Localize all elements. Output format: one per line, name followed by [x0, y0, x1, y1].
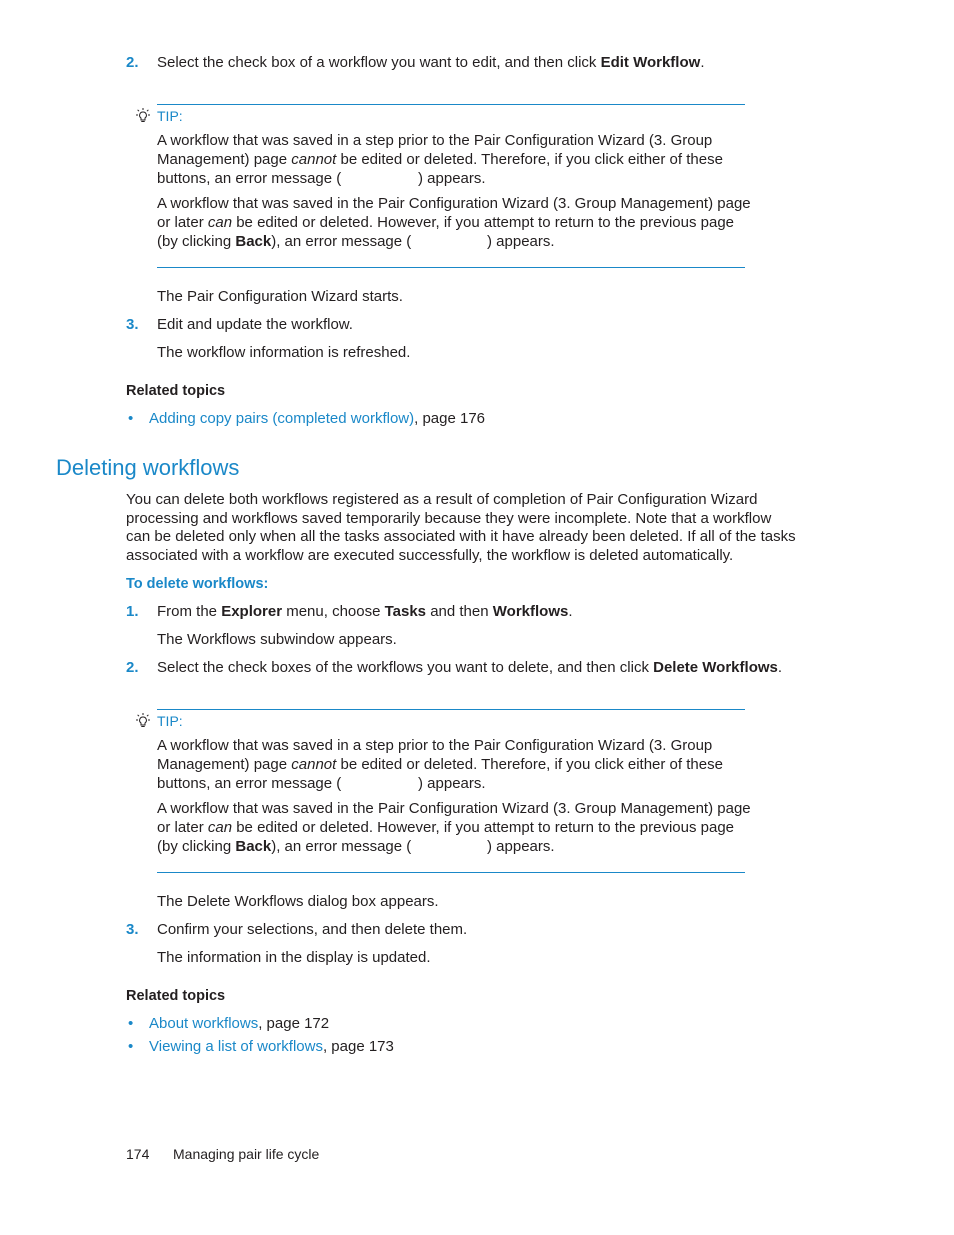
- related-topic-page: , page 176: [414, 410, 486, 427]
- step-number: 3.: [126, 316, 139, 333]
- step-text-part: .: [777, 659, 783, 676]
- step-number: 1.: [126, 603, 139, 620]
- chapter-title: Managing pair life cycle: [173, 1146, 320, 1162]
- tip-text: Management) page: [157, 151, 292, 168]
- tip-line: [418, 775, 486, 792]
- bullet: •: [128, 1015, 134, 1032]
- tip-text-italic: can: [207, 214, 233, 231]
- step-result: The Delete Workflows dialog box appears.: [157, 893, 439, 910]
- step-text-part: Select the check box of a workflow you want to edit, and then click: [157, 54, 601, 71]
- tip-label: TIP:: [157, 108, 183, 124]
- tip-line: [487, 233, 555, 250]
- section-paragraph-line: associated with a workflow are executed successfully, the workflow is deleted automatically.: [126, 547, 734, 564]
- tip-text-italic: cannot: [291, 756, 337, 773]
- related-topic-item: [149, 1038, 394, 1055]
- tip-text: ), an error message (: [271, 233, 412, 250]
- step-result: The Pair Configuration Wizard starts.: [157, 288, 403, 305]
- tip-text: be edited or deleted. However, if you attempt to return to the previous page: [232, 819, 735, 836]
- tip-line: A workflow that was saved in a step prior to the Pair Configuration Wizard (3. Group: [157, 737, 713, 754]
- tip-line: [157, 775, 341, 792]
- related-topic-link[interactable]: Adding copy pairs (completed workflow): [149, 410, 415, 427]
- related-topic-page: , page 173: [322, 1038, 394, 1055]
- related-topics-heading: Related topics: [126, 988, 226, 1004]
- tip-line: [157, 838, 411, 855]
- tip-label: TIP:: [157, 713, 183, 729]
- tip-line: [157, 214, 734, 231]
- tip-text: ), an error message (: [271, 838, 412, 855]
- tip-text: ) appears.: [487, 233, 555, 250]
- tip-text: ) appears.: [418, 775, 486, 792]
- step-text-bold: Workflows: [492, 603, 569, 620]
- tip-text: (by clicking: [157, 233, 236, 250]
- step-text-part: menu, choose: [282, 603, 385, 620]
- step-item: [126, 54, 139, 71]
- section-paragraph-line: can be deleted only when all the tasks associated with it have already been deleted. If all of the tasks: [126, 528, 796, 545]
- step-text-bold: Tasks: [384, 603, 427, 620]
- step-text-bold: Explorer: [221, 603, 283, 620]
- tip-text: (by clicking: [157, 838, 236, 855]
- step-number: 2.: [126, 659, 139, 676]
- tip-top-rule: [157, 104, 745, 105]
- tip-text: be edited or deleted. However, if you attempt to return to the previous page: [232, 214, 735, 231]
- tip-bottom-rule: [157, 872, 745, 873]
- bullet: •: [128, 410, 134, 427]
- step-number: 2.: [126, 54, 139, 71]
- step-text-part: From the: [157, 603, 222, 620]
- lightbulb-icon: [134, 712, 152, 730]
- step-text: Edit and update the workflow.: [157, 316, 353, 333]
- tip-text: ) appears.: [487, 838, 555, 855]
- step-text: [157, 603, 573, 620]
- procedure-title: To delete workflows:: [126, 576, 269, 592]
- tip-text-italic: cannot: [291, 151, 337, 168]
- tip-text-bold: Back: [235, 233, 272, 250]
- tip-top-rule: [157, 709, 745, 710]
- tip-line: A workflow that was saved in the Pair Configuration Wizard (3. Group Management) page: [157, 800, 751, 817]
- tip-line: [157, 233, 411, 250]
- bullet: •: [128, 1038, 134, 1055]
- step-text-part: Select the check boxes of the workflows you want to delete, and then click: [157, 659, 654, 676]
- lightbulb-icon: [134, 107, 152, 125]
- section-title: Deleting workflows: [56, 455, 240, 480]
- step-text: Confirm your selections, and then delete them.: [157, 921, 468, 938]
- page-number: 174: [126, 1146, 150, 1162]
- step-text-part: .: [700, 54, 705, 71]
- related-topic-page: , page 172: [258, 1015, 330, 1032]
- tip-text: or later: [157, 214, 208, 231]
- tip-line: [418, 170, 486, 187]
- tip-text-italic: can: [207, 819, 233, 836]
- section-paragraph-line: You can delete both workflows registered as a result of completion of Pair Configuration Wizard: [126, 491, 758, 508]
- tip-line: A workflow that was saved in the Pair Configuration Wizard (3. Group Management) page: [157, 195, 751, 212]
- tip-text: ) appears.: [418, 170, 486, 187]
- tip-line: [157, 170, 341, 187]
- tip-line: [157, 756, 723, 773]
- related-topic-item: [149, 410, 485, 427]
- related-topic-link[interactable]: Viewing a list of workflows: [149, 1038, 323, 1055]
- step-result: The workflow information is refreshed.: [157, 344, 411, 361]
- tip-text: or later: [157, 819, 208, 836]
- related-topic-item: [149, 1015, 329, 1032]
- step-text-bold: Delete Workflows: [653, 659, 778, 676]
- tip-text: be edited or deleted. Therefore, if you click either of these: [336, 756, 723, 773]
- tip-line: [487, 838, 555, 855]
- step-text: [157, 54, 704, 71]
- step-text-bold: Edit Workflow: [600, 54, 701, 71]
- tip-text: buttons, an error message (: [157, 775, 342, 792]
- tip-line: [157, 151, 723, 168]
- tip-bottom-rule: [157, 267, 745, 268]
- step-result: The information in the display is updated.: [157, 949, 431, 966]
- tip-text: buttons, an error message (: [157, 170, 342, 187]
- step-text: [157, 659, 782, 676]
- step-text-part: .: [568, 603, 573, 620]
- step-text-part: and then: [426, 603, 493, 620]
- tip-line: [157, 819, 734, 836]
- tip-text: Management) page: [157, 756, 292, 773]
- related-topic-link[interactable]: About workflows: [149, 1015, 259, 1032]
- related-topics-heading: Related topics: [126, 383, 226, 399]
- tip-text: be edited or deleted. Therefore, if you click either of these: [336, 151, 723, 168]
- section-paragraph-line: processing and workflows saved temporarily because they were incomplete. Note that a workflow: [126, 510, 772, 527]
- step-result: The Workflows subwindow appears.: [157, 631, 397, 648]
- tip-text-bold: Back: [235, 838, 272, 855]
- tip-line: A workflow that was saved in a step prior to the Pair Configuration Wizard (3. Group: [157, 132, 713, 149]
- step-number: 3.: [126, 921, 139, 938]
